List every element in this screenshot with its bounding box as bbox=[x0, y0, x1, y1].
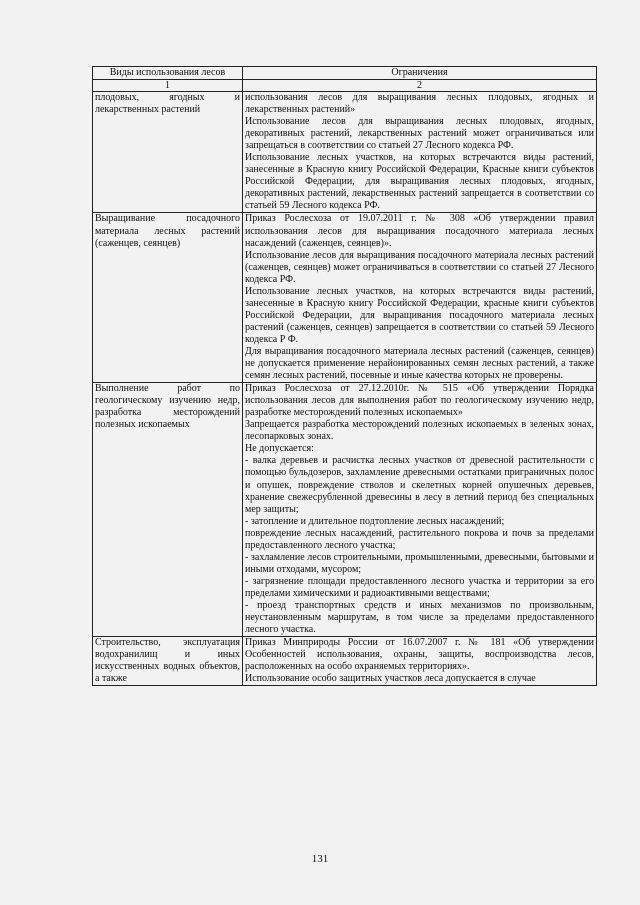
use-type-cell: Выращивание посадочного материала лесных растений (саженцев, сеянцев) bbox=[93, 213, 243, 383]
restriction-paragraph: Использование лесных участков, на которых встречаются виды растений, занесенные в Красную книгу Российской Федерации, красные книги субъектов Российской Федерации, для выращивания посадочного материала лесных растений (саженцев, сеянцев) запрещается в соответствии со статьей 59 Лесного кодекса Р Ф. bbox=[245, 285, 594, 345]
restriction-paragraph: - захламление лесов строительными, промышленными, древесными, бытовыми и иными отходами, мусором; bbox=[245, 551, 594, 575]
header-cell-types: Виды использования лесов bbox=[93, 67, 243, 80]
restriction-paragraph: Использование лесов для выращивания посадочного материала лесных растений (саженцев, сеянцев) может ограничиваться в соответствии со статьей 27 Лесного кодекса РФ. bbox=[245, 249, 594, 285]
restriction-paragraph: Использование особо защитных участков леса допускается в случае bbox=[245, 673, 536, 685]
restriction-paragraph: - проезд транспортных средств и иных механизмов по произвольным, неустановленным маршрутам, в том числе за пределами предоставленного лесного участка. bbox=[245, 599, 594, 636]
restrictions-cell bbox=[243, 383, 597, 637]
column-number-1: 1 bbox=[93, 80, 243, 92]
restriction-paragraph: - затопление и длительное подтопление лесных насаждений; bbox=[245, 515, 505, 527]
restriction-paragraph: Запрещается разработка месторождений полезных ископаемых в зеленых зонах, лесопарковых зонах. bbox=[245, 419, 594, 443]
restrictions-cell bbox=[243, 637, 597, 686]
restriction-paragraph: Использование лесных участков, на которых встречаются виды растений, занесенные в Красную книгу Российской Федерации, Красные книги субъектов Российской Федерации, для выращивания лесных плодовых, ягодных, декоративных растений, лекарственных растений запрещается в соответствии со статьей 59 Лесного кодекса РФ. bbox=[245, 152, 594, 212]
restriction-paragraph: Приказ Минприроды России от 16.07.2007 г. № 181 «Об утверждении Особенностей использования, охраны, защиты, воспроизводства лесов, расположенных на особо охраняемых территориях». bbox=[245, 637, 594, 673]
restriction-paragraph: - загрязнение площади предоставленного лесного участка и территории за его пределами химическими и радиоактивными веществами; bbox=[245, 575, 594, 599]
restriction-paragraph: Для выращивания посадочного материала лесных растений (саженцев, сеянцев) не допускается применение нерайонированных семян лесных растений, а также семян лесных растений, посевные и иные качества которых не проверены. bbox=[245, 345, 594, 382]
restriction-paragraph: Приказ Рослесхоза от 19.07.2011 г. № 308 «Об утверждении правил использования лесов для выращивания посадочного материала лесных насаждений (саженцев, сеянцев)». bbox=[245, 213, 594, 249]
restriction-paragraph: Не допускается: bbox=[245, 443, 314, 455]
use-type-cell: плодовых, ягодных и лекарственных растений bbox=[93, 92, 243, 213]
restriction-paragraph: Приказ Рослесхоза от 27.12.2010г. № 515 «Об утверждении Порядка использования лесов для выполнения работ по геологическому изучению недр, разработке месторождений полезных ископаемых» bbox=[245, 383, 594, 419]
table-row bbox=[93, 92, 597, 213]
table-body bbox=[93, 67, 597, 686]
header-cell-limits: Ограничения bbox=[243, 67, 597, 80]
restrictions-table bbox=[92, 66, 597, 686]
table-row bbox=[93, 213, 597, 383]
use-type-cell: Строительство, эксплуатация водохранилищ и иных искусственных водных объектов, а также bbox=[93, 637, 243, 686]
table-row bbox=[93, 637, 597, 686]
column-number-row bbox=[93, 80, 597, 92]
restrictions-cell bbox=[243, 92, 597, 213]
use-type-cell: Выполнение работ по геологическому изучению недр, разработка месторождений полезных ископаемых bbox=[93, 383, 243, 637]
restriction-paragraph: - валка деревьев и расчистка лесных участков от древесной растительности с помощью бульдозеров, захламление древесными остатками приграничных полос и опушек, повреждение стволов и скелетных корней опушечных деревьев, хранение свежесрубленной древесины в лесу в летний период без специальных мер защиты; bbox=[245, 455, 594, 515]
column-number-2: 2 bbox=[243, 80, 597, 92]
restriction-paragraph: использования лесов для выращивания лесных плодовых, ягодных и лекарственных растений» bbox=[245, 92, 594, 116]
restrictions-cell bbox=[243, 213, 597, 383]
header-row bbox=[93, 67, 597, 80]
page-number: 131 bbox=[311, 853, 329, 865]
restriction-paragraph: Использование лесов для выращивания лесных плодовых, ягодных, декоративных растений, лекарственных растений может ограничиваться или запрещаться в соответствии со статьей 27 Лесного кодекса РФ. bbox=[245, 116, 594, 152]
restriction-paragraph: повреждение лесных насаждений, растительного покрова и почв за пределами предоставленного лесного участка; bbox=[245, 527, 594, 551]
table-row bbox=[93, 383, 597, 637]
